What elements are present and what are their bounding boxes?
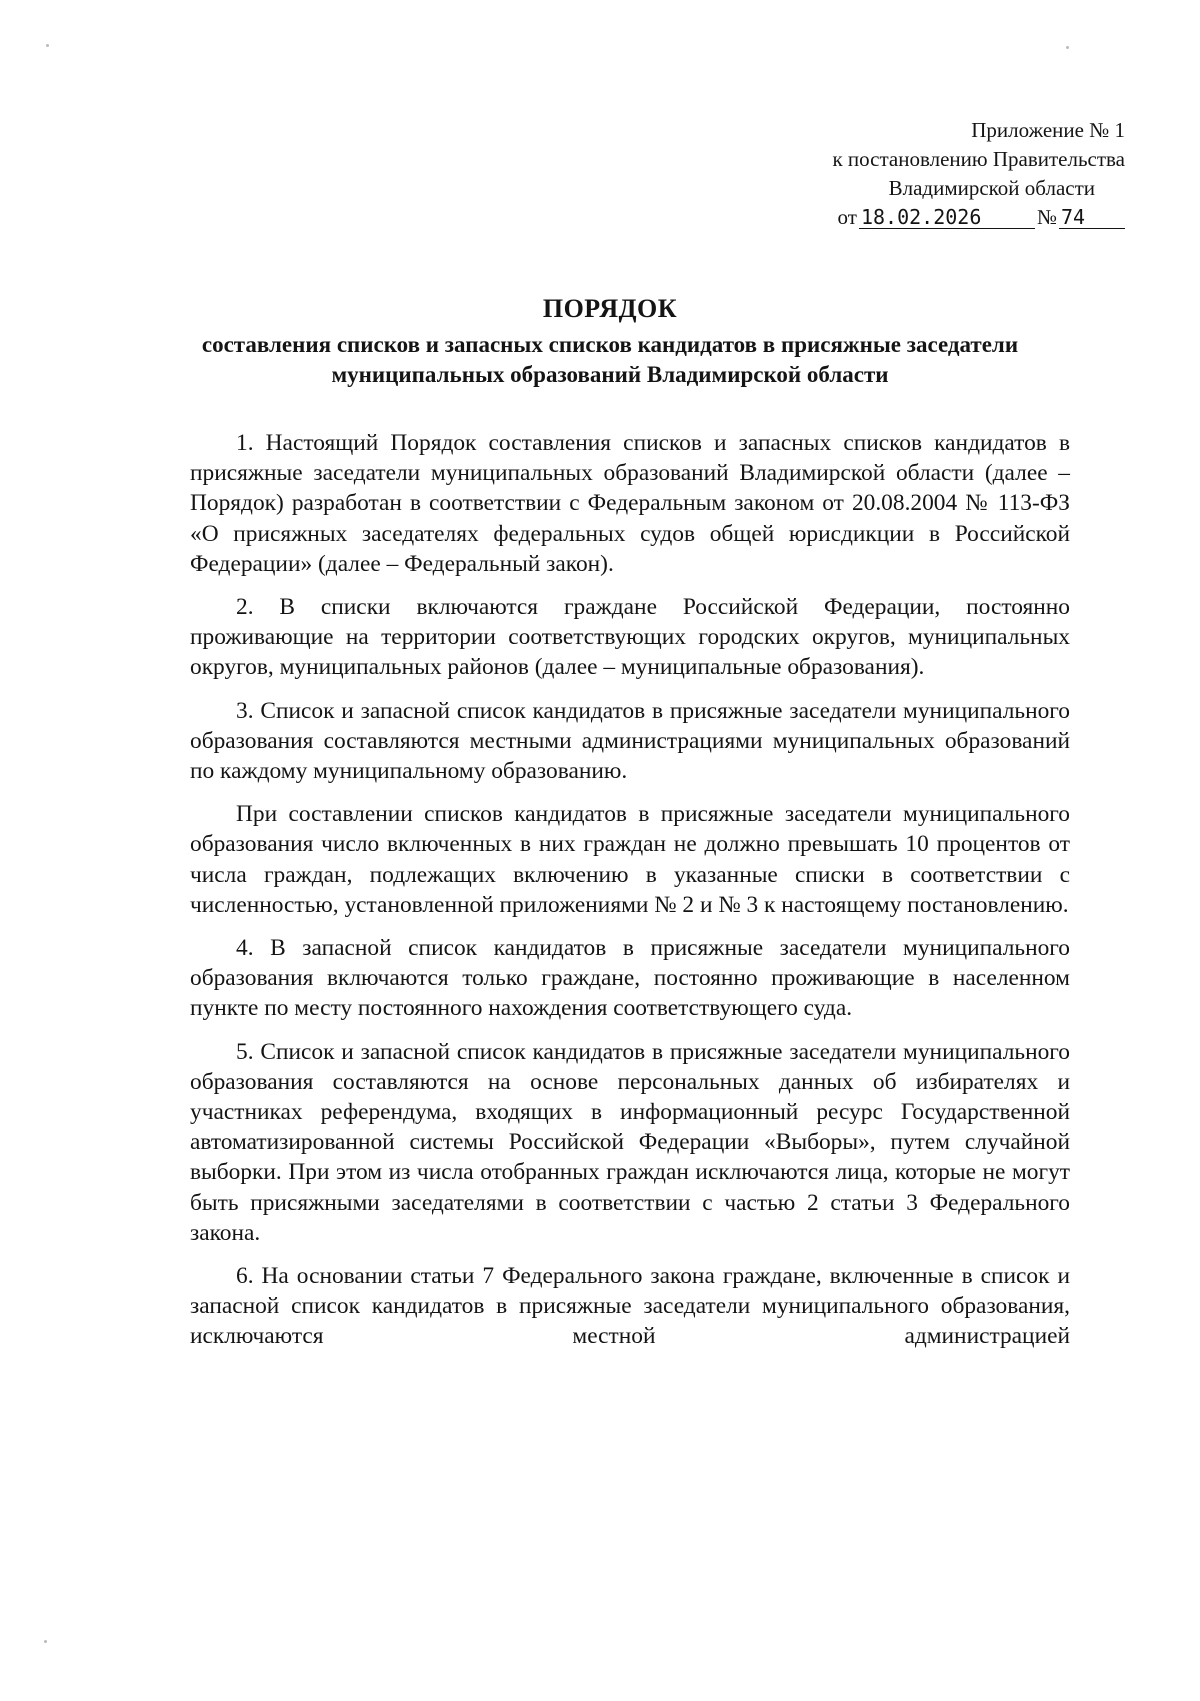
document-subtitle: составления списков и запасных списков кандидатов в присяжные заседатели муниципальных образований Владимирской области <box>201 332 1019 387</box>
decree-number: 74 <box>1059 206 1125 229</box>
date-prefix: от <box>837 205 857 229</box>
document-title: ПОРЯДОК <box>542 294 678 323</box>
paragraph-1: 1. Настоящий Порядок составления списков и запасных списков кандидатов в присяжные заседатели муниципальных образований Владимирской области (далее – Порядок) разработан в соответствии с Федеральным законом от 20.08.2004 № 113-ФЗ «О присяжных заседателях федеральных судов общей юрисдикции в Российской Федерации» (далее – Федеральный закон). <box>190 430 1070 577</box>
document-title-block <box>160 292 1060 390</box>
paragraph-2: 2. В списки включаются граждане Российской Федерации, постоянно проживающие на территории соответствующих городских округов, муниципальных округов, муниципальных районов (далее – муниципальные образования). <box>190 594 1070 681</box>
paragraph-6: 6. На основании статьи 7 Федерального закона граждане, включенные в список и запасной список кандидатов в присяжные заседатели муниципального образования, исключаются местной администрацией <box>190 1263 1070 1350</box>
number-prefix: № <box>1036 205 1057 229</box>
appendix-region: Владимирской области <box>888 176 1095 200</box>
paragraph-5: 5. Список и запасной список кандидатов в присяжные заседатели муниципального образования составляются на основе персональных данных об избирателях и участниках референдума, входящих в информационный ресурс Государственной автоматизированной системы Российской Федерации «Выборы», путем случайной выборки. При этом из числа отобранных граждан исключаются лица, которые не могут быть присяжными заседателями в соответствии с частью 2 статьи 3 Федерального закона. <box>190 1038 1070 1246</box>
decree-date: 18.02.2026 <box>859 206 1035 229</box>
appendix-header <box>745 116 1125 232</box>
scan-speck <box>44 1640 47 1643</box>
document-body <box>190 428 1070 1365</box>
appendix-date-line <box>745 203 1125 232</box>
appendix-decree-ref: к постановлению Правительства <box>832 147 1125 171</box>
paragraph-3: 3. Список и запасной список кандидатов в присяжные заседатели муниципального образования составляются местными администрациями муниципальных образований по каждому муниципальному образованию. <box>190 697 1070 785</box>
paragraph-4: 4. В запасной список кандидатов в присяжные заседатели муниципального образования включаются только граждане, постоянно проживающие в населенном пункте по месту постоянного нахождения соответствующего суда. <box>190 935 1070 1022</box>
scan-speck <box>46 44 49 47</box>
paragraph-3-continuation: При составлении списков кандидатов в присяжные заседатели муниципального образования число включенных в них граждан не должно превышать 10 процентов от числа граждан, подлежащих включению в указанные списки в соответствии с численностью, установленной приложениями № 2 и № 3 к настоящему постановлению. <box>190 801 1070 918</box>
appendix-number: Приложение № 1 <box>971 118 1125 142</box>
scan-speck <box>1066 46 1069 49</box>
